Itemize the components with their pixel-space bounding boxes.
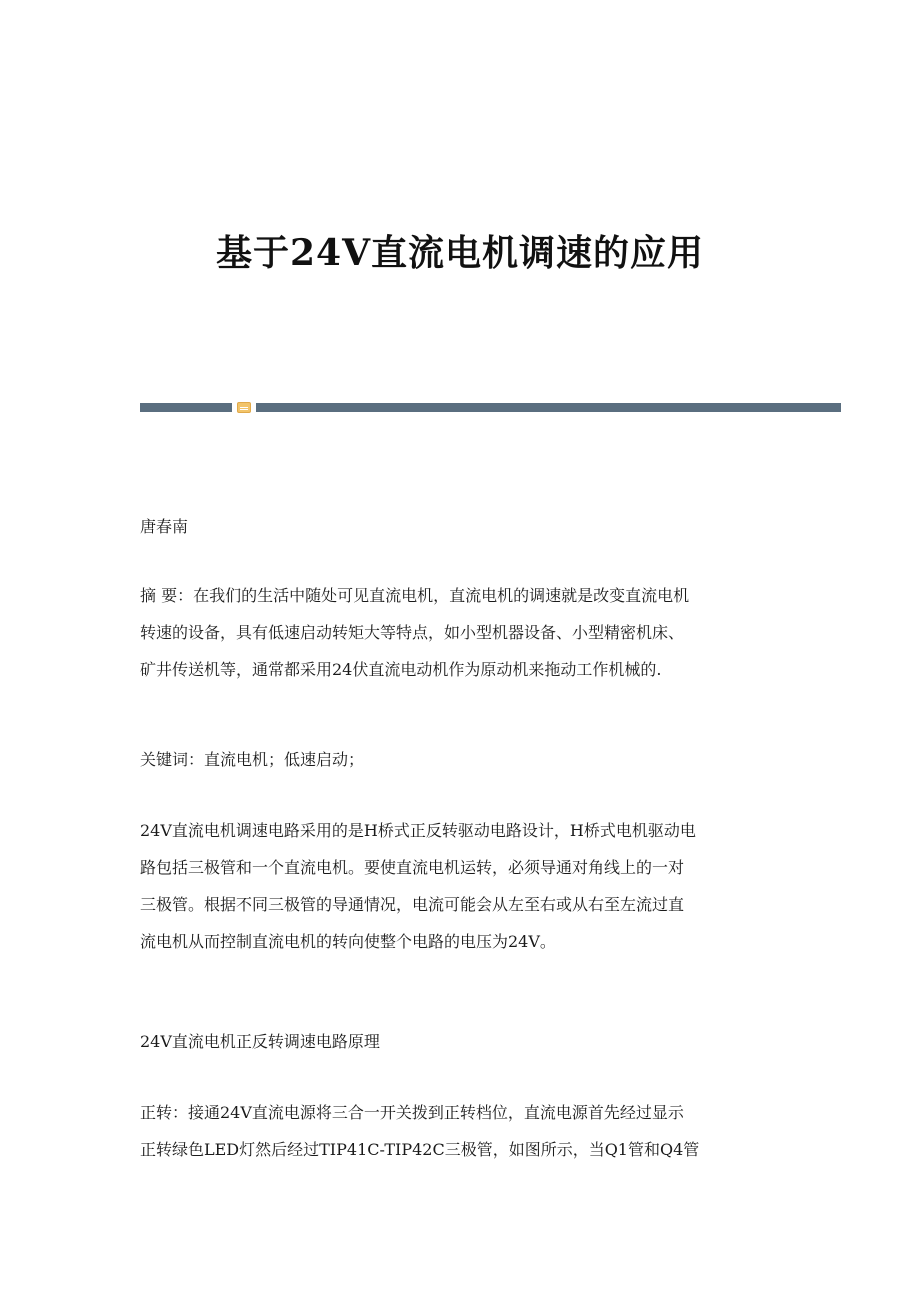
- document-title: 基于24V直流电机调速的应用: [215, 232, 705, 274]
- body-paragraph: [140, 1094, 790, 1168]
- divider-bar-left: [140, 403, 232, 412]
- title-divider: [140, 403, 841, 412]
- paragraph-line: 24V直流电机调速电路采用的是H桥式正反转驱动电路设计，H桥式电机驱动电: [140, 821, 696, 840]
- abstract-line: 矿井传送机等，通常都采用24伏直流电动机作为原动机来拖动工作机械的.: [140, 660, 662, 679]
- divider-bar-right: [256, 403, 841, 412]
- paragraph-line: 正转绿色LED灯然后经过TIP41C-TIP42C三极管，如图所示，当Q1管和Q4管: [140, 1140, 700, 1159]
- body-paragraph: [140, 812, 790, 960]
- paragraph-line: 正转：接通24V直流电源将三合一开关拨到正转档位，直流电源首先经过显示: [140, 1103, 684, 1122]
- abstract-line: 摘 要：在我们的生活中随处可见直流电机，直流电机的调速就是改变直流电机: [140, 586, 690, 605]
- abstract: [140, 577, 790, 688]
- divider-ornament-icon: [237, 402, 251, 413]
- paragraph-line: 流电机从而控制直流电机的转向使整个电路的电压为24V。: [140, 932, 556, 951]
- paragraph-line: 路包括三极管和一个直流电机。要使直流电机运转，必须导通对角线上的一对: [140, 858, 685, 877]
- paragraph-line: 三极管。根据不同三极管的导通情况，电流可能会从左至右或从右至左流过直: [140, 895, 685, 914]
- section-heading: 24V直流电机正反转调速电路原理: [140, 1032, 380, 1051]
- abstract-line: 转速的设备，具有低速启动转矩大等特点，如小型机器设备、小型精密机床、: [140, 623, 685, 642]
- keywords: 关键词：直流电机；低速启动；: [140, 750, 365, 769]
- author-name: 唐春南: [140, 517, 189, 536]
